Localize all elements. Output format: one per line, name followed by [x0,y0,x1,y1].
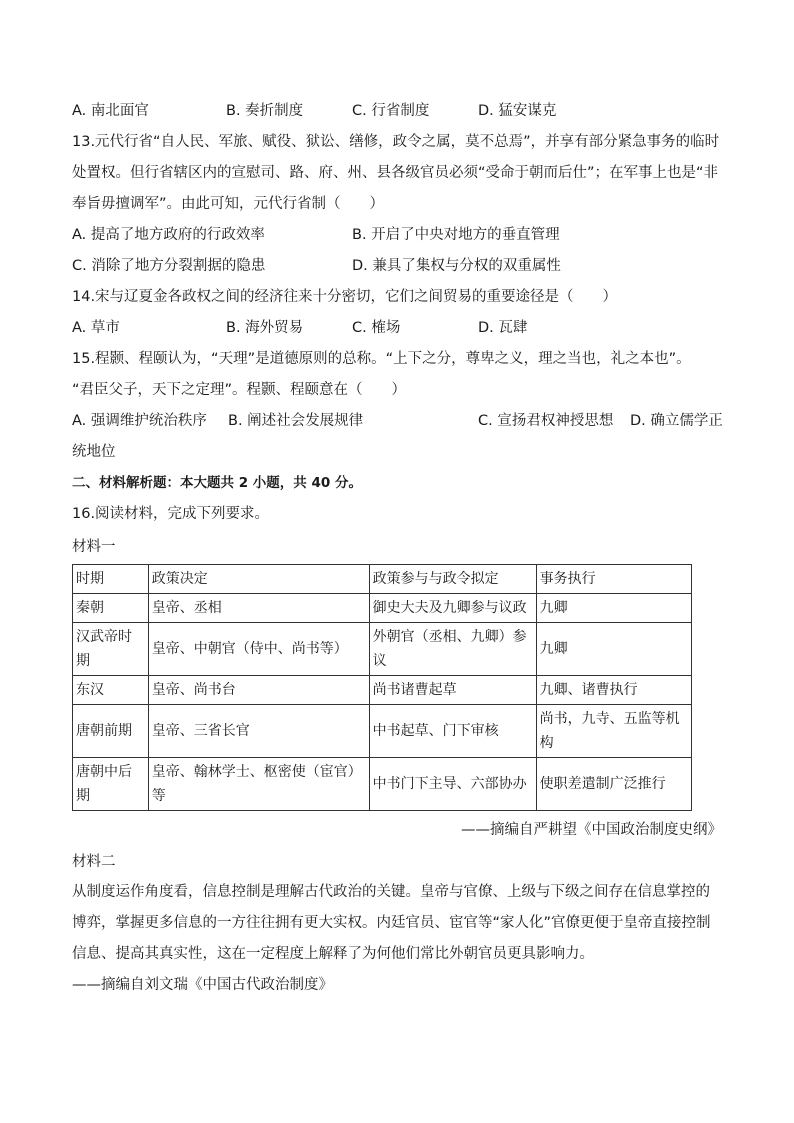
q15-option-c: C. 宣扬君权神授思想 [478,413,614,429]
q13-stem-line3: 奉旨毋擅调军”。由此可知，元代行省制（ ） [72,196,385,212]
table-cell: 尚书诸曹起草 [369,676,536,705]
table-cell: 唐朝中后期 [73,758,149,811]
table-header: 时期 [73,565,149,594]
q15-stem-line1: 15.程颢、程颐认为，“天理”是道德原则的总称。“上下之分，尊卑之义，理之当也，礼之本也”。 [72,351,691,367]
material-1-label: 材料一 [72,539,116,555]
q13-option-a: A. 提高了地方政府的行政效率 [72,227,265,243]
q13-stem-line2: 处置权。但行省辖区内的宣慰司、路、府、州、县各级官员必须“受命于朝而后仕”；在军事上也是“非 [72,165,719,181]
table-cell: 皇帝、三省长官 [148,705,369,758]
q16-stem: 16.阅读材料，完成下列要求。 [72,506,270,522]
q15-option-d: D. 确立儒学正 [630,413,723,429]
table-cell: 九卿 [536,623,691,676]
table-cell: 外朝官（丞相、九卿）参议 [369,623,536,676]
q13-stem-line1: 13.元代行省“自人民、军旅、赋役、狱讼、缮修，政令之属，莫不总焉”，并享有部分紧急事务的临时 [72,134,720,150]
q12-options [72,96,724,127]
q13-option-c: C. 消除了地方分裂割据的隐患 [72,258,266,274]
q14-options [72,313,724,344]
q12-option-b: B. 奏折制度 [226,103,304,119]
table-cell: 唐朝前期 [73,705,149,758]
q14-stem: 14.宋与辽夏金各政权之间的经济往来十分密切，它们之间贸易的重要途径是（ ） [72,289,618,305]
table-row [73,594,692,623]
q15-stem-line2: “君臣父子，天下之定理”。程颢、程颐意在（ ） [72,382,407,398]
q15-options [72,406,724,437]
q13-options-row1 [72,220,724,251]
q13-options-row2 [72,251,724,282]
q13-option-b: B. 开启了中央对地方的垂直管理 [352,227,560,243]
table-cell: 皇帝、尚书台 [148,676,369,705]
table-cell: 御史大夫及九卿参与议政 [369,594,536,623]
table-cell: 秦朝 [73,594,149,623]
table-header: 政策参与与政令拟定 [369,565,536,594]
table-cell: 皇帝、中朝官（侍中、尚书等） [148,623,369,676]
material-2-text [72,877,724,970]
q12-option-d: D. 猛安谋克 [478,103,557,119]
section-2-heading: 二、材料解析题：本大题共 2 小题，共 40 分。 [72,475,362,491]
material-1-table [72,564,692,811]
material-2-paragraph: 从制度运作角度看，信息控制是理解古代政治的关键。皇帝与官僚、上级与下级之间存在信息掌控的博弈，掌握更多信息的一方往往拥有更大实权。内廷官员、宦官等“家人化”官僚更便于皇帝直接控制信息、提高其真实性，这在一定程度上解释了为何他们常比外朝官员更具影响力。 [72,884,711,962]
question-14 [72,282,724,344]
q14-option-a: A. 草市 [72,320,120,336]
q14-option-b: B. 海外贸易 [226,320,304,336]
table-cell: 九卿 [536,594,691,623]
table-header-row [73,565,692,594]
table-cell: 东汉 [73,676,149,705]
material-1-source: ——摘编自严耕望《中国政治制度史纲》 [461,822,722,838]
q15-option-b: B. 阐述社会发展规律 [228,413,364,429]
q14-option-c: C. 榷场 [352,320,401,336]
q12-option-a: A. 南北面官 [72,103,149,119]
material-2-source: ——摘编自刘文瑞《中国古代政治制度》 [72,977,333,993]
material-1 [72,532,724,845]
table-header: 政策决定 [148,565,369,594]
table-row [73,676,692,705]
q14-option-d: D. 瓦肆 [478,320,528,336]
table-row [73,758,692,811]
table-cell: 汉武帝时期 [73,623,149,676]
question-13 [72,127,724,282]
material-2 [72,847,724,1001]
table-cell: 尚书，九寺、五监等机构 [536,705,691,758]
q13-option-d: D. 兼具了集权与分权的双重属性 [352,258,561,274]
exam-page [72,96,724,1001]
q12-option-c: C. 行省制度 [352,103,430,119]
table-cell: 使职差遣制广泛推行 [536,758,691,811]
q15-option-d-wrap: 统地位 [72,444,116,460]
table-header: 事务执行 [536,565,691,594]
question-15 [72,344,724,468]
table-cell: 中书起草、门下审核 [369,705,536,758]
q15-option-a: A. 强调维护统治秩序 [72,413,207,429]
table-row [73,623,692,676]
table-row [73,705,692,758]
table-cell: 九卿、诸曹执行 [536,676,691,705]
material-2-label: 材料二 [72,854,116,870]
table-cell: 皇帝、丞相 [148,594,369,623]
table-cell: 中书门下主导、六部协办 [369,758,536,811]
table-cell: 皇帝、翰林学士、枢密使（宦官）等 [148,758,369,811]
